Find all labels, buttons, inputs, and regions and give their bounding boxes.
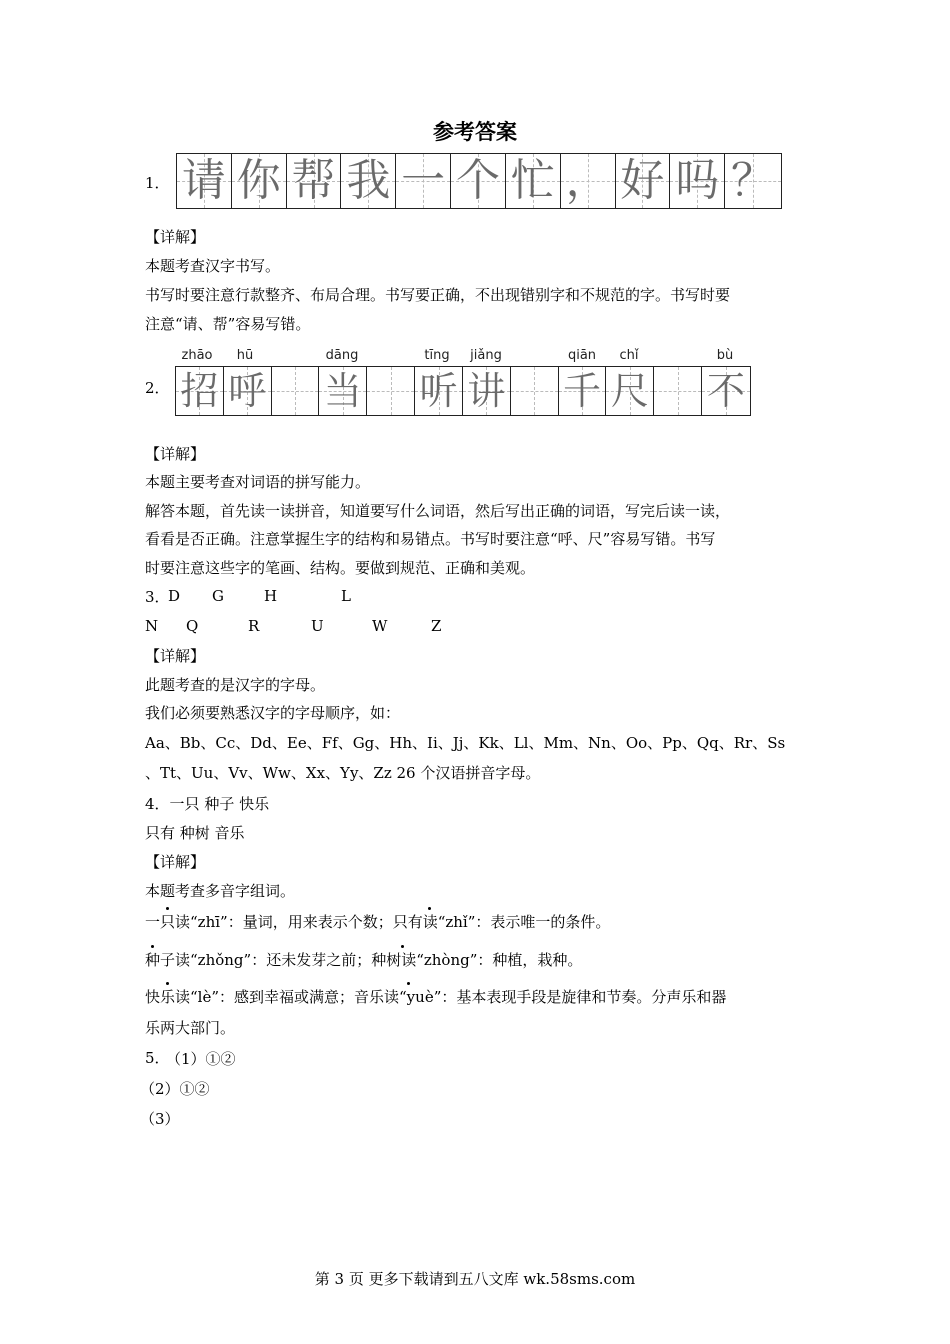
q1-char: 我 <box>346 155 391 206</box>
q2-detail-line: 解答本题，首先读一读拼音，知道要写什么词语，然后写出正确的词语，写完后读一读， <box>145 502 731 520</box>
q2-char: 当 <box>323 369 362 413</box>
q3-detail-line: 我们必须要熟悉汉字的字母顺序，如： <box>145 704 401 722</box>
q1-char: ？ <box>731 155 776 206</box>
q1-detail-line: 注意“请、帮”容易写错。 <box>145 315 311 333</box>
emphasis-dot <box>428 907 431 910</box>
q2-char: 听 <box>419 369 458 413</box>
grid-cell <box>559 367 607 415</box>
q3-letter: D <box>168 587 181 605</box>
q4-row1: 一只 种子 快乐 <box>169 795 270 813</box>
grid-cell <box>670 154 725 208</box>
q2-pinyin: qiān <box>567 348 597 363</box>
q4-detail-line: 快乐读“lè”：感到幸福或满意；音乐读“yuè”：基本表现手段是旋律和节奏。分声乐和器 <box>145 988 727 1006</box>
q5-line: （1）①② <box>166 1050 236 1068</box>
q3-number: 3． <box>145 588 170 606</box>
grid-cell <box>616 154 671 208</box>
grid-cell <box>451 154 506 208</box>
q3-letter: Z <box>431 617 442 635</box>
grid-cell <box>654 367 702 415</box>
q5-line: （2）①② <box>140 1080 210 1098</box>
q1-char: ， <box>565 155 610 206</box>
grid-cell <box>561 154 616 208</box>
q3-letter: R <box>248 617 260 635</box>
q3-letter: G <box>212 587 224 605</box>
emphasis-dot <box>407 982 410 985</box>
q2-number: 2． <box>145 379 170 397</box>
q4-detail-line: 一只读“zhī”：量词，用来表示个数；只有读“zhǐ”：表示唯一的条件。 <box>145 913 611 931</box>
q1-detail-label: 【详解】 <box>145 228 206 246</box>
q2-char <box>511 367 558 415</box>
grid-cell <box>396 154 451 208</box>
q4-number: 4． <box>145 795 170 813</box>
q2-pinyin: bù <box>716 348 734 363</box>
emphasis-dot <box>401 945 404 948</box>
q2-detail-label: 【详解】 <box>145 445 206 463</box>
q3-detail-line: 此题考查的是汉字的字母。 <box>145 676 326 694</box>
q1-char: 个 <box>455 155 500 206</box>
grid-cell <box>177 154 232 208</box>
q4-answer-row2: 只有 种树 音乐 <box>145 824 245 842</box>
q5-line: （3） <box>140 1110 180 1128</box>
q2-pinyin: jiǎng <box>470 348 502 363</box>
q3-letter: Q <box>186 617 199 635</box>
q2-char: 尺 <box>610 369 649 413</box>
q3-letter: H <box>264 587 278 605</box>
q2-char <box>272 367 319 415</box>
q2-char: 招 <box>180 369 219 413</box>
q2-pinyin: chǐ <box>619 348 639 363</box>
q2-char <box>654 367 701 415</box>
grid-cell <box>341 154 396 208</box>
q3-letter: W <box>372 617 388 635</box>
grid-cell <box>367 367 415 415</box>
q3-detail-line: Aa、Bb、Cc、Dd、Ee、Ff、Gg、Hh、Ii、Jj、Kk、Ll、Mm、Nn、Oo、Pp、Qq、Rr、Ss <box>145 734 786 752</box>
q1-char: 帮 <box>291 155 336 206</box>
q2-char: 不 <box>707 369 746 413</box>
q1-number: 1． <box>145 174 170 192</box>
q5-number: 5． <box>145 1049 170 1067</box>
q3-letter: L <box>341 587 351 605</box>
grid-cell <box>272 367 320 415</box>
emphasis-dot <box>166 982 169 985</box>
q3-detail-label: 【详解】 <box>145 647 206 665</box>
q1-char: 好 <box>620 155 665 206</box>
q1-writing-grid <box>176 153 782 209</box>
q4-detail-line: 本题考查多音字组词。 <box>145 882 296 900</box>
q2-detail-line: 看看是否正确。注意掌握生字的结构和易错点。书写时要注意“呼、尺”容易写错。书写 <box>145 530 716 548</box>
grid-cell <box>224 367 272 415</box>
q2-pinyin: dāng <box>325 348 359 363</box>
emphasis-dot <box>151 945 154 948</box>
q2-char: 千 <box>563 369 602 413</box>
q2-pinyin: tīng <box>424 348 450 363</box>
q2-char <box>367 367 414 415</box>
grid-cell <box>415 367 463 415</box>
q2-char: 呼 <box>228 369 267 413</box>
page-title: 参考答案 <box>433 119 517 144</box>
q2-pinyin: hū <box>236 348 254 363</box>
q2-pinyin: zhāo <box>181 348 213 363</box>
q2-detail-line: 时要注意这些字的笔画、结构。要做到规范、正确和美观。 <box>145 559 536 577</box>
q4-detail-line: 种子读“zhǒng”：还未发芽之前；种树读“zhòng”：种植，栽种。 <box>145 951 583 969</box>
grid-cell <box>511 367 559 415</box>
q3-detail-line: 、Tt、Uu、Vv、Ww、Xx、Yy、Zz 26 个汉语拼音字母。 <box>145 764 541 782</box>
grid-cell <box>463 367 511 415</box>
q1-char: 你 <box>236 155 281 206</box>
grid-cell <box>725 154 781 208</box>
q3-letter: N <box>145 617 159 635</box>
page-footer: 第 3 页 更多下载请到五八文库 wk.58sms.com <box>314 1270 636 1288</box>
grid-cell <box>232 154 287 208</box>
q4-detail-line: 乐两大部门。 <box>145 1019 236 1037</box>
grid-cell <box>702 367 750 415</box>
q1-char: 一 <box>401 155 446 206</box>
grid-cell <box>506 154 561 208</box>
grid-cell <box>287 154 342 208</box>
q2-writing-grid <box>175 366 751 416</box>
q1-char: 吗 <box>675 155 720 206</box>
q1-char: 请 <box>181 155 226 206</box>
grid-cell <box>606 367 654 415</box>
q1-char: 忙 <box>510 155 555 206</box>
q4-detail-label: 【详解】 <box>145 853 206 871</box>
grid-cell <box>319 367 367 415</box>
q2-char: 讲 <box>467 369 506 413</box>
grid-cell <box>176 367 224 415</box>
q4-answer-row1 <box>145 794 269 814</box>
q1-detail-line: 书写时要注意行款整齐、布局合理。书写要正确，不出现错别字和不规范的字。书写时要 <box>145 286 731 304</box>
q2-detail-line: 本题主要考查对词语的拼写能力。 <box>145 473 371 491</box>
q1-detail-line: 本题考查汉字书写。 <box>145 257 281 275</box>
emphasis-dot <box>166 907 169 910</box>
q3-letter: U <box>311 617 324 635</box>
